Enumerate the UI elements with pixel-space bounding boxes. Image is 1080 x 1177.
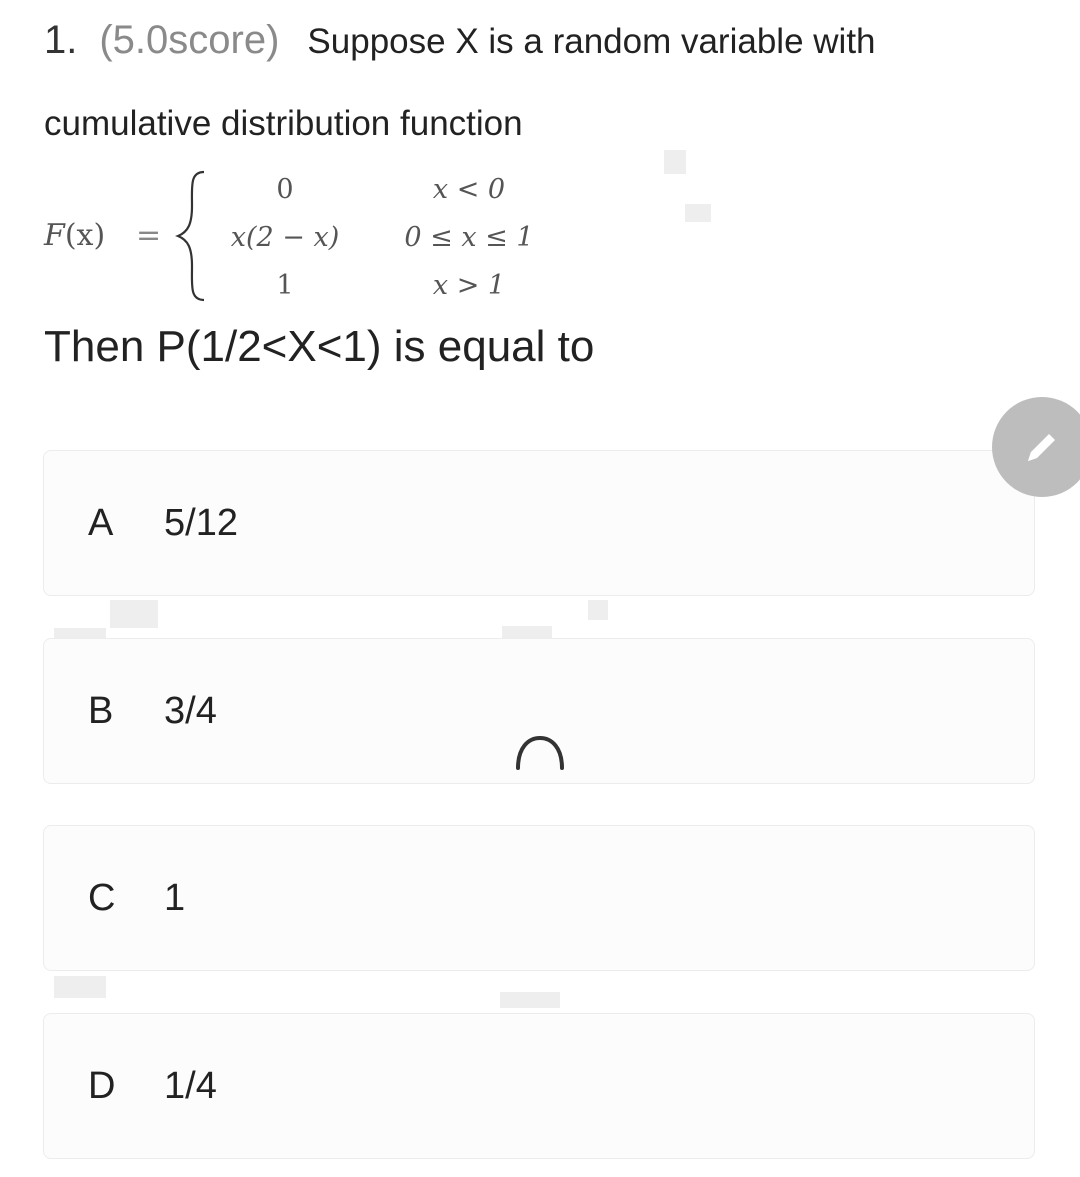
- decorative-mark: [664, 150, 686, 174]
- option-a-value: 5/12: [164, 501, 238, 544]
- option-c-value: 1: [164, 876, 186, 919]
- pencil-icon: [1020, 425, 1064, 469]
- option-b-letter: B: [88, 689, 114, 732]
- decorative-mark: [110, 600, 158, 628]
- case-3-cond: x > 1: [432, 270, 506, 301]
- case-1-expr: 0: [276, 174, 294, 205]
- case-2-cond: 0 ≤ x ≤ 1: [404, 222, 534, 253]
- left-brace-icon: [170, 166, 210, 306]
- decorative-mark: [500, 992, 560, 1008]
- case-2-expr: x(2 − x): [230, 222, 340, 253]
- option-d-value: 1/4: [164, 1064, 217, 1107]
- question-header: [44, 18, 1004, 74]
- formula-lhs-var: (x): [64, 218, 106, 253]
- formula-lhs: [44, 218, 105, 253]
- decorative-mark: [54, 976, 106, 998]
- question-score: (5.0score): [99, 18, 280, 62]
- question-text-line3: Then P(1/2<X<1) is equal to: [44, 322, 595, 371]
- option-d[interactable]: [43, 1013, 1035, 1159]
- decorative-mark: [588, 600, 608, 620]
- formula-equals: =: [136, 218, 162, 253]
- decorative-mark: [685, 204, 711, 222]
- option-d-letter: D: [88, 1064, 116, 1107]
- option-b-value: 3/4: [164, 689, 217, 732]
- question-text-line2: cumulative distribution function: [44, 104, 523, 143]
- formula-lhs-fn: F: [44, 218, 65, 253]
- option-c-letter: C: [88, 876, 116, 919]
- question-text-line1: Suppose X is a random variable with: [307, 22, 876, 61]
- option-a[interactable]: [43, 450, 1035, 596]
- question-number: 1.: [44, 18, 78, 62]
- case-3-expr: 1: [276, 270, 294, 301]
- option-c[interactable]: [43, 825, 1035, 971]
- option-a-letter: A: [88, 501, 114, 544]
- loading-arc-icon: [510, 726, 570, 776]
- cdf-formula: [44, 166, 604, 306]
- case-1-cond: x < 0: [432, 174, 506, 205]
